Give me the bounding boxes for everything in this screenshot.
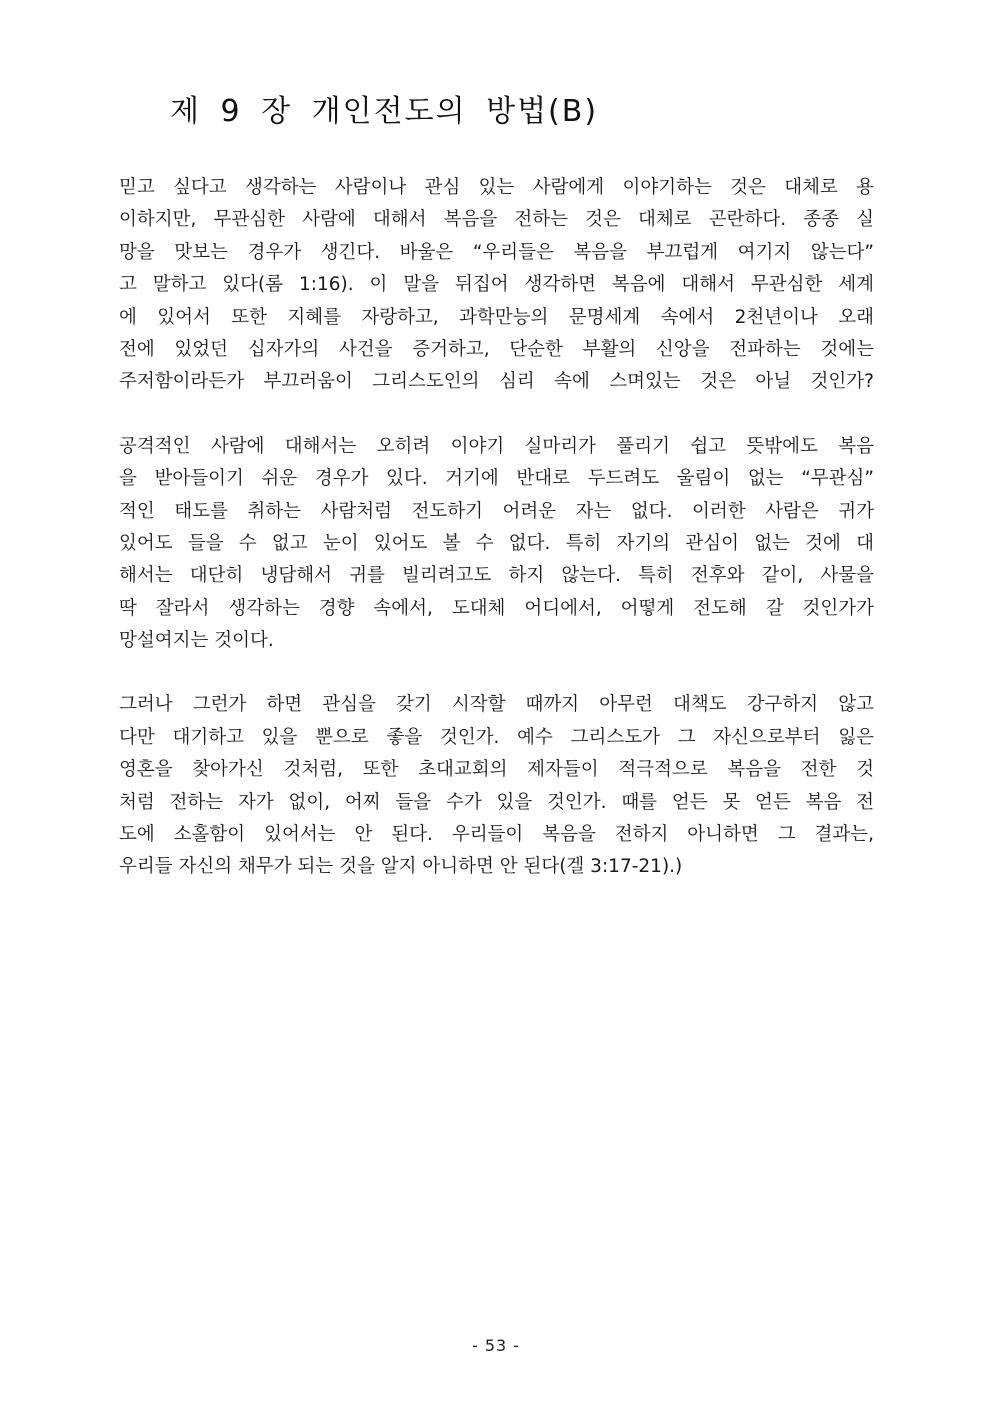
text-line: 우리들 자신의 채무가 되는 것을 알지 아니하면 안 된다(겔 3:17-21).) (119, 856, 683, 878)
text-line: 에 있어서 또한 지혜를 자랑하고, 과학만능의 문명세계 속에서 2천년이나 오래 (119, 306, 874, 328)
text-line: 있어도 들을 수 없고 눈이 있어도 볼 수 없다. 특히 자기의 관심이 없는 것에 대 (119, 532, 874, 554)
text-line: 을 받아들이기 쉬운 경우가 있다. 거기에 반대로 두드려도 울림이 없는 “무관심” (119, 468, 874, 490)
paragraph-2 (119, 431, 874, 658)
text-line: 주저함이라든가 부끄러움이 그리스도인의 심리 속에 스며있는 것은 아닐 것인가? (119, 371, 874, 393)
text-line: 망을 맛보는 경우가 생긴다. 바울은 “우리들은 복음을 부끄럽게 여기지 않는다” (119, 241, 874, 263)
text-line: 딱 잘라서 생각하는 경향 속에서, 도대체 어디에서, 어떻게 전도해 갈 것인가가 (119, 597, 874, 619)
page-number: - 53 - (471, 1336, 521, 1355)
body-text (119, 172, 874, 884)
paragraph-3 (119, 689, 874, 883)
text-line: 영혼을 찾아가신 것처럼, 또한 초대교회의 제자들이 적극적으로 복음을 전한 것 (119, 759, 874, 781)
text-line: 도에 소홀함이 있어서는 안 된다. 우리들이 복음을 전하지 아니하면 그 결과는, (119, 824, 874, 846)
text-line: 적인 태도를 취하는 사람처럼 전도하기 어려운 자는 없다. 이러한 사람은 귀가 (119, 500, 874, 522)
text-line: 그러나 그런가 하면 관심을 갖기 시작할 때까지 아무런 대책도 강구하지 않고 (119, 694, 874, 716)
chapter-title: 제 9 장 개인전도의 방법(B) (170, 94, 599, 129)
text-line: 망설여지는 것이다. (119, 630, 274, 652)
text-line: 공격적인 사람에 대해서는 오히려 이야기 실마리가 풀리기 쉽고 뜻밖에도 복음 (119, 435, 874, 457)
text-line: 믿고 싶다고 생각하는 사람이나 관심 있는 사람에게 이야기하는 것은 대체로 용 (119, 177, 874, 198)
paragraph-1 (119, 172, 874, 399)
paragraph-spacer (119, 657, 874, 689)
text-line: 처럼 전하는 자가 없이, 어찌 들을 수가 있을 것인가. 때를 얻든 못 얻든 복음 전 (119, 791, 874, 813)
text-line: 전에 있었던 십자가의 사건을 증거하고, 단순한 부활의 신앙을 전파하는 것에는 (119, 338, 874, 360)
paragraph-spacer (119, 399, 874, 431)
text-line: 해서는 대단히 냉담해서 귀를 빌리려고도 하지 않는다. 특히 전후와 같이, 사물을 (119, 565, 874, 587)
text-line: 다만 대기하고 있을 뿐으로 좋을 것인가. 예수 그리스도가 그 자신으로부터 잃은 (119, 726, 874, 748)
text-line: 고 말하고 있다(롬 1:16). 이 말을 뒤집어 생각하면 복음에 대해서 무관심한 세계 (119, 274, 874, 296)
text-line: 이하지만, 무관심한 사람에 대해서 복음을 전하는 것은 대체로 곤란하다. 종종 실 (119, 209, 874, 231)
